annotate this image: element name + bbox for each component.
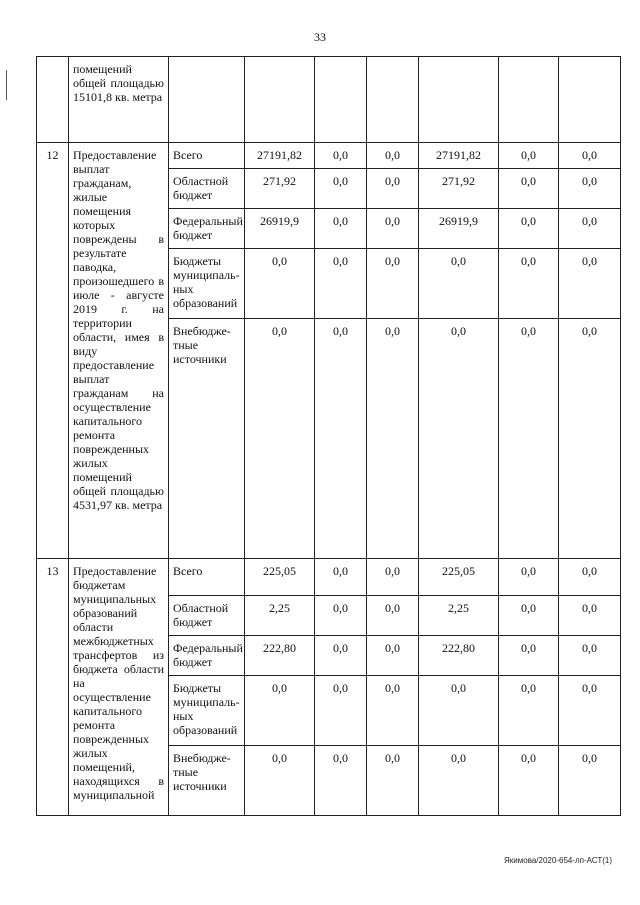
- value-cell: 0,0: [245, 676, 315, 746]
- continuation-row: [37, 57, 621, 143]
- value-cell: 0,0: [367, 169, 419, 209]
- value-cell: 225,05: [245, 559, 315, 596]
- row-number: 12: [37, 143, 69, 559]
- value-cell: 222,80: [245, 636, 315, 676]
- value-cell: 0,0: [499, 636, 559, 676]
- value-cell: 0,0: [367, 596, 419, 636]
- value-cell: 0,0: [315, 636, 367, 676]
- row-number-cell: [37, 57, 69, 143]
- value-cell: 0,0: [419, 319, 499, 559]
- value-cell: 2,25: [419, 596, 499, 636]
- value-cell: 0,0: [499, 676, 559, 746]
- value-cell: 26919,9: [245, 209, 315, 249]
- value-cell: 0,0: [419, 249, 499, 319]
- value-cell: [559, 57, 621, 143]
- value-cell: 0,0: [367, 676, 419, 746]
- value-cell: [419, 57, 499, 143]
- source-cell: [169, 57, 245, 143]
- funding-source: Федеральный бюджет: [169, 209, 245, 249]
- margin-mark: [6, 70, 7, 100]
- funding-source: Внебюдже-тные источники: [169, 746, 245, 816]
- value-cell: 0,0: [367, 746, 419, 816]
- value-cell: 0,0: [315, 249, 367, 319]
- budget-table: [36, 56, 621, 816]
- value-cell: 0,0: [559, 746, 621, 816]
- row-number: 13: [37, 559, 69, 816]
- value-cell: [367, 57, 419, 143]
- funding-source: Федеральный бюджет: [169, 636, 245, 676]
- value-cell: 0,0: [315, 143, 367, 169]
- row-description: Предоставление бюджетам муниципальных образований области межбюджетных трансфертов из бюджета области на осуществление капитального ремонта поврежденных жилых помещений, находящихся в муниципальной: [69, 559, 169, 816]
- value-cell: 0,0: [419, 676, 499, 746]
- funding-source: Всего: [169, 143, 245, 169]
- funding-source: Областной бюджет: [169, 596, 245, 636]
- value-cell: 0,0: [245, 746, 315, 816]
- value-cell: 0,0: [499, 559, 559, 596]
- value-cell: 0,0: [559, 676, 621, 746]
- value-cell: 0,0: [245, 319, 315, 559]
- value-cell: 0,0: [245, 249, 315, 319]
- value-cell: 0,0: [419, 746, 499, 816]
- value-cell: 2,25: [245, 596, 315, 636]
- document-footer: Якимова/2020-654-лп-АСТ(1): [504, 856, 612, 865]
- value-cell: 0,0: [367, 559, 419, 596]
- value-cell: 0,0: [315, 169, 367, 209]
- value-cell: 0,0: [559, 559, 621, 596]
- value-cell: 0,0: [559, 636, 621, 676]
- value-cell: 0,0: [499, 249, 559, 319]
- value-cell: 0,0: [367, 319, 419, 559]
- page-number: 33: [314, 30, 326, 44]
- value-cell: 0,0: [315, 209, 367, 249]
- continuation-description: помещений общей площадью 15101,8 кв. метра: [69, 57, 169, 143]
- value-cell: 0,0: [315, 559, 367, 596]
- value-cell: [499, 57, 559, 143]
- value-cell: 0,0: [559, 169, 621, 209]
- value-cell: 0,0: [367, 143, 419, 169]
- value-cell: 225,05: [419, 559, 499, 596]
- funding-source: Бюджеты муниципаль-ных образований: [169, 249, 245, 319]
- value-cell: 0,0: [367, 636, 419, 676]
- value-cell: 0,0: [499, 169, 559, 209]
- value-cell: 0,0: [315, 596, 367, 636]
- value-cell: 0,0: [315, 746, 367, 816]
- value-cell: 0,0: [499, 746, 559, 816]
- value-cell: 27191,82: [419, 143, 499, 169]
- value-cell: 0,0: [559, 209, 621, 249]
- value-cell: 0,0: [559, 319, 621, 559]
- table-row: [37, 559, 621, 596]
- value-cell: 0,0: [315, 676, 367, 746]
- funding-source: Областной бюджет: [169, 169, 245, 209]
- funding-source: Бюджеты муниципаль-ных образований: [169, 676, 245, 746]
- value-cell: 0,0: [499, 209, 559, 249]
- funding-source: Всего: [169, 559, 245, 596]
- value-cell: 0,0: [559, 143, 621, 169]
- value-cell: 0,0: [315, 319, 367, 559]
- value-cell: 27191,82: [245, 143, 315, 169]
- value-cell: 0,0: [367, 209, 419, 249]
- value-cell: 0,0: [499, 143, 559, 169]
- value-cell: 0,0: [559, 249, 621, 319]
- value-cell: 271,92: [245, 169, 315, 209]
- value-cell: 271,92: [419, 169, 499, 209]
- value-cell: [315, 57, 367, 143]
- value-cell: 0,0: [559, 596, 621, 636]
- table-body: [37, 57, 621, 816]
- value-cell: 222,80: [419, 636, 499, 676]
- value-cell: 26919,9: [419, 209, 499, 249]
- row-description: Предоставление выплат гражданам, жилые помещения которых повреждены в результате паводка, произошедшего в июле - августе 2019 г. на территории области, имея в виду предоставление выплат гражданам на осуществление капитального ремонта поврежденных жилых помещений общей площадью 4531,97 кв. метра: [69, 143, 169, 559]
- funding-source: Внебюдже-тные источники: [169, 319, 245, 559]
- value-cell: [245, 57, 315, 143]
- value-cell: 0,0: [499, 319, 559, 559]
- value-cell: 0,0: [499, 596, 559, 636]
- value-cell: 0,0: [367, 249, 419, 319]
- table-row: [37, 143, 621, 169]
